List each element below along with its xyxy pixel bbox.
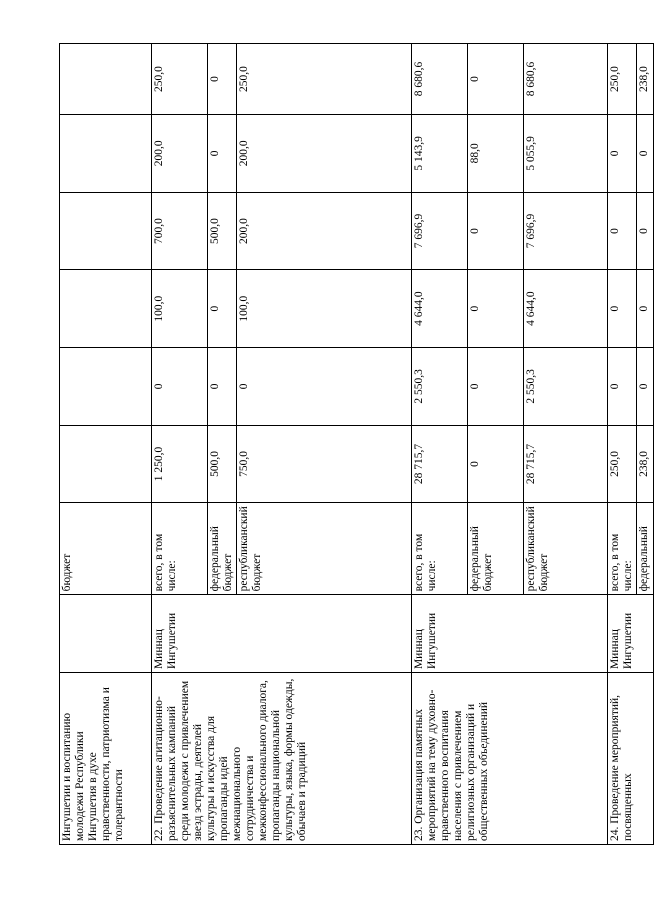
executor bbox=[60, 595, 152, 673]
value-cell: 0 bbox=[637, 270, 654, 348]
value-cell: 0 bbox=[237, 348, 412, 426]
value-cell: 750,0 bbox=[237, 425, 412, 503]
value-cell bbox=[60, 270, 152, 348]
funding-source: всего, в том числе: bbox=[608, 503, 637, 595]
funding-source: федеральный бюджет bbox=[208, 503, 237, 595]
value-cell: 0 bbox=[208, 270, 237, 348]
value-cell: 2 550,3 bbox=[412, 348, 468, 426]
funding-source: федеральный бюджет bbox=[468, 503, 524, 595]
value-cell: 0 bbox=[608, 270, 637, 348]
value-cell: 0 bbox=[608, 115, 637, 193]
activity-name: 23. Организация памятных мероприятий на тему духовно-нравственного воспитания населения с привлечением религиозных организаций и общественных объединений bbox=[412, 673, 608, 845]
table-row bbox=[608, 44, 637, 845]
value-cell: 4 644,0 bbox=[524, 270, 608, 348]
funding-source: бюджет bbox=[60, 503, 152, 595]
value-cell: 4 644,0 bbox=[412, 270, 468, 348]
value-cell: 88,0 bbox=[468, 115, 524, 193]
value-cell: 0 bbox=[468, 425, 524, 503]
executor: Миннац Ингушетии bbox=[608, 595, 654, 673]
value-cell: 5 143,9 bbox=[412, 115, 468, 193]
funding-source: республиканский бюджет bbox=[524, 503, 608, 595]
value-cell: 0 bbox=[208, 44, 237, 115]
executor: Миннац Ингушетии bbox=[152, 595, 412, 673]
budget-table bbox=[59, 43, 654, 845]
value-cell: 0 bbox=[637, 348, 654, 426]
funding-source: федеральный bbox=[637, 503, 654, 595]
value-cell bbox=[60, 425, 152, 503]
value-cell: 0 bbox=[608, 348, 637, 426]
value-cell: 200,0 bbox=[237, 115, 412, 193]
value-cell: 0 bbox=[152, 348, 208, 426]
table-row bbox=[60, 44, 152, 845]
activity-name: 22. Проведение агитационно-разъяснительных кампаний среди молодежи с привлечением звезд эстрады, деятелей культуры и искусства для пропаганды идей межнационального сотрудничества и межконфессионального диалога, пропаганды национальной культуры, языка, формы одежды, обычаев и традиций bbox=[152, 673, 412, 845]
value-cell: 200,0 bbox=[152, 115, 208, 193]
value-cell: 5 055,9 bbox=[524, 115, 608, 193]
value-cell: 0 bbox=[637, 192, 654, 270]
rotated-table-page bbox=[59, 43, 650, 845]
value-cell: 0 bbox=[468, 348, 524, 426]
funding-source: всего, в том числе: bbox=[412, 503, 468, 595]
value-cell: 7 696,9 bbox=[524, 192, 608, 270]
value-cell: 0 bbox=[208, 348, 237, 426]
value-cell: 250,0 bbox=[152, 44, 208, 115]
value-cell: 500,0 bbox=[208, 192, 237, 270]
value-cell bbox=[60, 192, 152, 270]
table-row bbox=[412, 44, 468, 845]
activity-name: Ингушетии и воспитанию молодежи Республики Ингушетия в духе нравственности, патриотизма и толерантности bbox=[60, 673, 152, 845]
value-cell: 100,0 bbox=[237, 270, 412, 348]
value-cell: 700,0 bbox=[152, 192, 208, 270]
value-cell: 200,0 bbox=[237, 192, 412, 270]
value-cell: 28 715,7 bbox=[412, 425, 468, 503]
value-cell: 2 550,3 bbox=[524, 348, 608, 426]
funding-source: республиканский бюджет bbox=[237, 503, 412, 595]
value-cell: 8 680,6 bbox=[412, 44, 468, 115]
value-cell bbox=[60, 348, 152, 426]
value-cell: 500,0 bbox=[208, 425, 237, 503]
value-cell: 0 bbox=[468, 44, 524, 115]
value-cell: 250,0 bbox=[237, 44, 412, 115]
value-cell bbox=[60, 115, 152, 193]
value-cell: 0 bbox=[208, 115, 237, 193]
executor: Миннац Ингушетии bbox=[412, 595, 608, 673]
value-cell: 0 bbox=[637, 115, 654, 193]
value-cell: 100,0 bbox=[152, 270, 208, 348]
value-cell: 1 250,0 bbox=[152, 425, 208, 503]
value-cell: 0 bbox=[468, 270, 524, 348]
activity-name: 24. Проведение мероприятий, посвященных bbox=[608, 673, 654, 845]
value-cell: 250,0 bbox=[608, 425, 637, 503]
value-cell: 7 696,9 bbox=[412, 192, 468, 270]
value-cell bbox=[60, 44, 152, 115]
value-cell: 28 715,7 bbox=[524, 425, 608, 503]
value-cell: 0 bbox=[468, 192, 524, 270]
table-row bbox=[152, 44, 208, 845]
value-cell: 0 bbox=[608, 192, 637, 270]
value-cell: 238,0 bbox=[637, 425, 654, 503]
value-cell: 8 680,6 bbox=[524, 44, 608, 115]
funding-source: всего, в том числе: bbox=[152, 503, 208, 595]
value-cell: 250,0 bbox=[608, 44, 637, 115]
value-cell: 238,0 bbox=[637, 44, 654, 115]
